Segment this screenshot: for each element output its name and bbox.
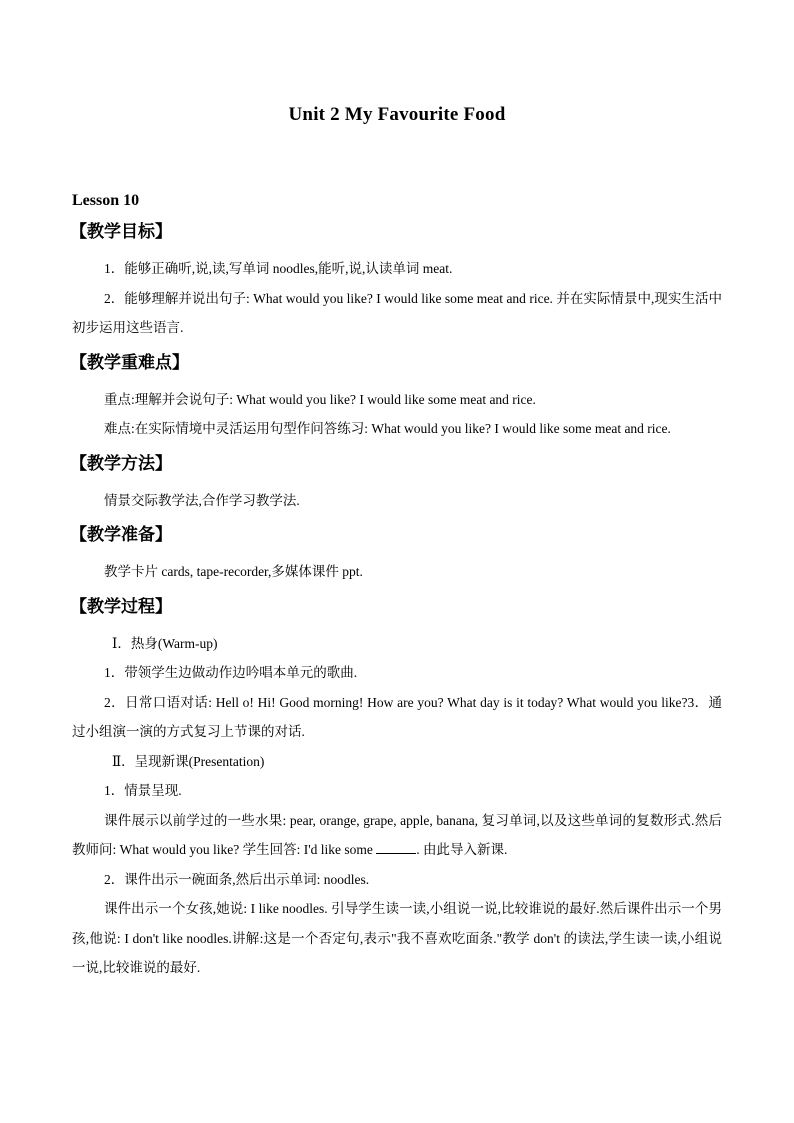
presentation-paragraph-1 [72, 806, 722, 865]
preparation-text: 教学卡片 cards, tape-recorder,多媒体课件 ppt. [104, 564, 363, 579]
difficult-point-text: 难点:在实际情境中灵活运用句型作问答练习: What would you like? I would like some meat and rice. [104, 421, 671, 436]
presentation-title: Ⅱ．呈现新课(Presentation) [112, 753, 265, 769]
methods-heading: 【教学方法】 [70, 453, 172, 474]
answer-blank [376, 841, 416, 854]
key-point-text: 重点:理解并会说句子: What would you like? I would like some meat and rice. [104, 391, 536, 407]
methods-text: 情景交际教学法,合作学习教学法. [104, 492, 300, 508]
warmup-item-1: 1．带领学生边做动作边吟唱本单元的歌曲. [104, 665, 358, 680]
presentation-item-2: 2．课件出示一碗面条,然后出示单词: noodles. [104, 871, 370, 887]
presentation-item-1: 1．情景呈现. [104, 783, 182, 798]
presentation-paragraph-1-before: 课件展示以前学过的一些水果: pear, orange, grape, apple, banana, 复习单词,以及这些单词的复数形式.然后教师问: What would you like? 学生回答: I'd like some [72, 812, 722, 857]
preparation-heading: 【教学准备】 [70, 525, 172, 545]
document-title: Unit 2 My Favourite Food [288, 104, 506, 125]
key-points-heading: 【教学重难点】 [70, 352, 189, 373]
objective-item-2: 2．能够理解并说出句子: What would you like? I would like some meat and rice. 并在实际情景中,现实生活中初步运用这些语言. [72, 290, 722, 335]
lesson-label: Lesson 10 [72, 192, 140, 209]
objective-item-1: 1．能够正确听,说,读,写单词 noodles,能听,说,认读单词 meat. [104, 261, 453, 276]
presentation-paragraph-1-after: . 由此导入新课. [416, 842, 508, 857]
presentation-paragraph-2: 课件出示一个女孩,她说: I like noodles. 引导学生读一读,小组说一说,比较谁说的最好.然后课件出示一个男孩,他说: I don't like noodles.讲解:这是一个否定句,表示"我不喜欢吃面条."教学 don't 的读法,学生读一读,小组说一说,比较谁说的最好. [72, 901, 722, 975]
process-heading: 【教学过程】 [70, 596, 172, 617]
warmup-title: Ⅰ．热身(Warm-up) [112, 635, 218, 651]
objectives-heading: 【教学目标】 [70, 222, 172, 242]
warmup-item-2: 2．日常口语对话: Hell o! Hi! Good morning! How are you? What day is it today? What would you like?3．通过小组演一演的方式复习上节课的对话. [72, 694, 722, 739]
